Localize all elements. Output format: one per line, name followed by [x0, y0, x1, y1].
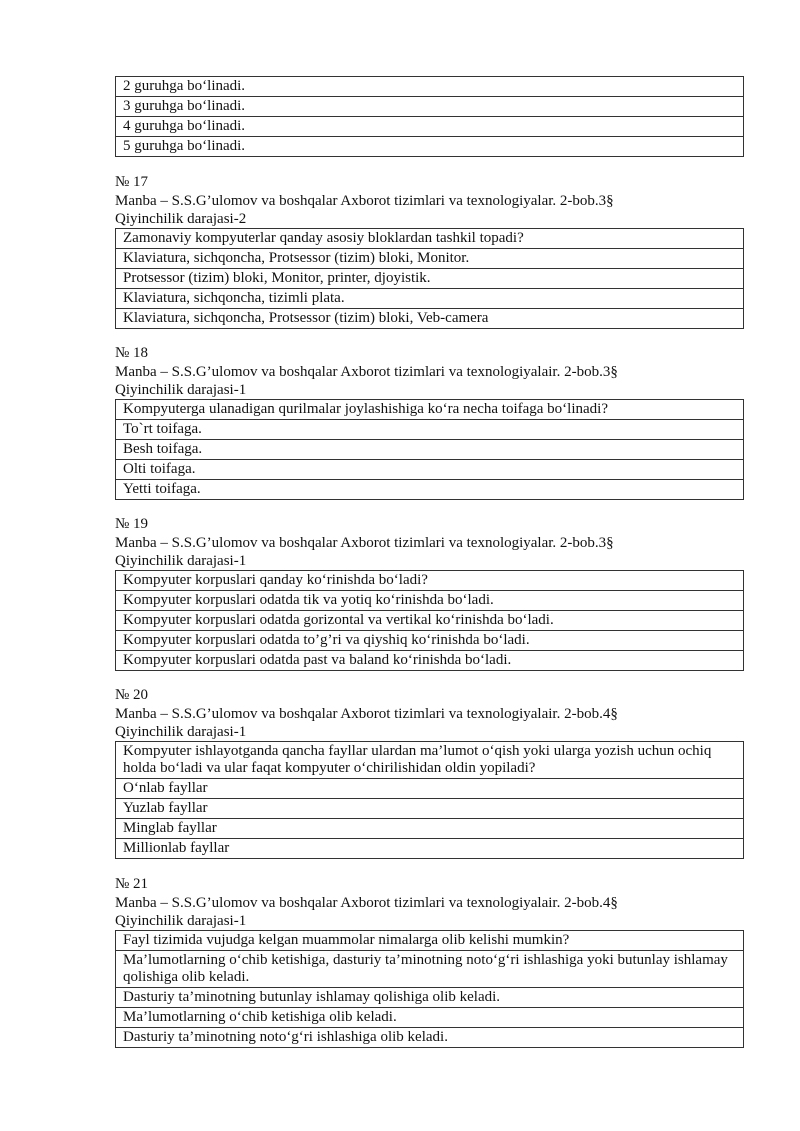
question-source: Manba – S.S.G’ulomov va boshqalar Axborot tizimlari va texnologiyalair. 2-bob.4§: [115, 705, 618, 722]
answer-row: [116, 440, 744, 460]
answer-cell: 4 guruhga bo‘linadi.: [116, 117, 744, 137]
question-row: [116, 931, 744, 951]
answer-row: [116, 651, 744, 671]
answer-cell: Kompyuter korpuslari odatda past va baland ko‘rinishda bo‘ladi.: [116, 651, 744, 671]
question-number: № 17: [115, 174, 149, 190]
question-difficulty: Qiyinchilik darajasi-1: [115, 553, 247, 569]
question-table-17: [115, 228, 744, 329]
answer-cell: Kompyuter korpuslari odatda tik va yotiq ko‘rinishda bo‘ladi.: [116, 591, 744, 611]
answer-cell: Dasturiy ta’minotning butunlay ishlamay qolishiga olib keladi.: [116, 988, 744, 1008]
answer-row: [116, 249, 744, 269]
answer-row: [116, 988, 744, 1008]
answer-row: [116, 951, 744, 988]
answer-cell: Yuzlab fayllar: [116, 799, 744, 819]
answer-row: [116, 591, 744, 611]
answer-cell: 2 guruhga bo‘linadi.: [116, 77, 744, 97]
question-source: Manba – S.S.G’ulomov va boshqalar Axborot tizimlari va texnologiyalair. 2-bob.3§: [115, 363, 618, 380]
question-header-17: [115, 173, 614, 229]
question-table-18: [115, 399, 744, 500]
question-source: Manba – S.S.G’ulomov va boshqalar Axborot tizimlari va texnologiyalar. 2-bob.3§: [115, 534, 614, 551]
answer-row: [116, 460, 744, 480]
question-number: № 21: [115, 876, 149, 892]
answer-cell: Ma’lumotlarning o‘chib ketishiga olib keladi.: [116, 1008, 744, 1028]
question-row: [116, 571, 744, 591]
answer-cell: Olti toifaga.: [116, 460, 744, 480]
answer-cell: To`rt toifaga.: [116, 420, 744, 440]
question-number: № 18: [115, 345, 149, 361]
answer-cell: Yetti toifaga.: [116, 480, 744, 500]
answer-cell: Minglab fayllar: [116, 819, 744, 839]
answer-cell: Millionlab fayllar: [116, 839, 744, 859]
question-text: Zamonaviy kompyuterlar qanday asosiy bloklardan tashkil topadi?: [116, 229, 744, 249]
answer-row: [116, 269, 744, 289]
question-source: Manba – S.S.G’ulomov va boshqalar Axborot tizimlari va texnologiyalair. 2-bob.4§: [115, 894, 618, 911]
answer-cell: O‘nlab fayllar: [116, 779, 744, 799]
answer-row: [116, 289, 744, 309]
answer-row: [116, 117, 744, 137]
question-source: Manba – S.S.G’ulomov va boshqalar Axborot tizimlari va texnologiyalar. 2-bob.3§: [115, 192, 614, 209]
answer-cell: Klaviatura, sichqoncha, Protsessor (tizim) bloki, Monitor.: [116, 249, 744, 269]
question-number: № 20: [115, 687, 149, 703]
question-number: № 19: [115, 516, 149, 532]
question-text: Kompyuterga ulanadigan qurilmalar joylashishiga ko‘ra necha toifaga bo‘linadi?: [116, 400, 744, 420]
question-header-21: [115, 875, 618, 931]
question-difficulty: Qiyinchilik darajasi-1: [115, 913, 247, 929]
question-text: Kompyuter ishlayotganda qancha fayllar ulardan ma’lumot o‘qish yoki ularga yozish uchun ochiq holda bo‘ladi va ular faqat kompyuter o‘chirilishidan oldin yopiladi?: [116, 742, 744, 779]
answer-cell: Kompyuter korpuslari odatda to’g’ri va qiyshiq ko‘rinishda bo‘ladi.: [116, 631, 744, 651]
question-header-18: [115, 344, 618, 400]
answer-cell: Dasturiy ta’minotning noto‘g‘ri ishlashiga olib keladi.: [116, 1028, 744, 1048]
answer-row: [116, 480, 744, 500]
answer-row: [116, 309, 744, 329]
answer-row: [116, 799, 744, 819]
question-row: [116, 229, 744, 249]
question-row: [116, 742, 744, 779]
answer-row: [116, 819, 744, 839]
answer-row: [116, 1028, 744, 1048]
answer-row: [116, 611, 744, 631]
question-difficulty: Qiyinchilik darajasi-1: [115, 382, 247, 398]
answer-cell: Klaviatura, sichqoncha, tizimli plata.: [116, 289, 744, 309]
answer-cell: Protsessor (tizim) bloki, Monitor, printer, djoyistik.: [116, 269, 744, 289]
answer-cell: 3 guruhga bo‘linadi.: [116, 97, 744, 117]
answer-cell: Besh toifaga.: [116, 440, 744, 460]
answer-cell: Ma’lumotlarning o‘chib ketishiga, dasturiy ta’minotning noto‘g‘ri ishlashiga yoki butunlay ishlamay qolishiga olib keladi.: [116, 951, 744, 988]
question-text: Fayl tizimida vujudga kelgan muammolar nimalarga olib kelishi mumkin?: [116, 931, 744, 951]
answer-row: [116, 1008, 744, 1028]
question-row: [116, 400, 744, 420]
answer-cell: Klaviatura, sichqoncha, Protsessor (tizim) bloki, Veb-camera: [116, 309, 744, 329]
question-text: Kompyuter korpuslari qanday ko‘rinishda bo‘ladi?: [116, 571, 744, 591]
answer-table-top: [115, 76, 744, 157]
answer-row: [116, 77, 744, 97]
question-difficulty: Qiyinchilik darajasi-2: [115, 211, 247, 227]
answer-row: [116, 97, 744, 117]
answer-cell: 5 guruhga bo‘linadi.: [116, 137, 744, 157]
answer-row: [116, 137, 744, 157]
answer-row: [116, 839, 744, 859]
question-header-19: [115, 515, 614, 571]
question-difficulty: Qiyinchilik darajasi-1: [115, 724, 247, 740]
question-table-19: [115, 570, 744, 671]
question-table-21: [115, 930, 744, 1048]
answer-row: [116, 779, 744, 799]
answer-row: [116, 420, 744, 440]
answer-row: [116, 631, 744, 651]
question-table-20: [115, 741, 744, 859]
answer-cell: Kompyuter korpuslari odatda gorizontal va vertikal ko‘rinishda bo‘ladi.: [116, 611, 744, 631]
question-header-20: [115, 686, 618, 742]
